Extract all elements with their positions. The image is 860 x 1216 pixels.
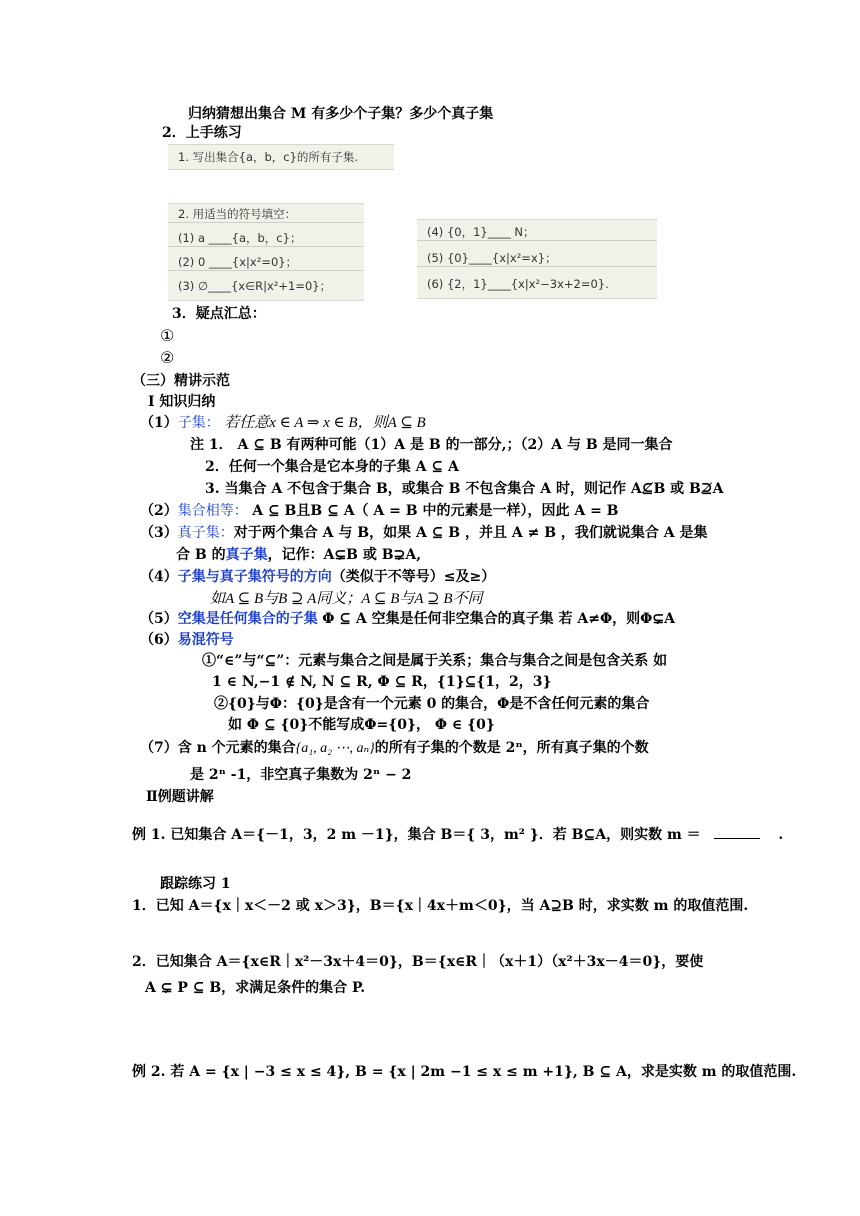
doubt-mark-1: ① [160,326,175,345]
exercise-image-2-item: (1) a ____{a，b，c}； [168,230,364,247]
example-2: 例 2. 若 A = {x | −3 ≤ x ≤ 4}, B = {x | 2m −1 ≤ x ≤ m +1}, B ⊆ A，求是实数 m 的取值范围. [132,1064,797,1080]
text-span: . [778,827,784,843]
problem-1: 1．已知 A＝{x｜x＜－2 或 x＞3}，B＝{x｜4x＋m＜0}，当 A⊇B 时，求实数 m 的取值范围. [132,898,749,914]
knowledge-item-5 [140,609,675,629]
item-number: （2） [140,503,178,519]
answer-blank[interactable] [714,824,760,839]
subset-definition: 若任意x ∈ A ⇒ x ∈ B，则A ⊆ B [224,415,426,431]
problem-2-line-1: 2．已知集合 A＝{x∈R｜x²－3x＋4＝0}，B＝{x∈R｜（x＋1）（x²＋3x－4＝0}，要使 [132,954,704,970]
guess-line: 归纳猜想出集合 M 有多少个子集？多少个真子集 [188,106,494,122]
knowledge-item-4 [140,567,495,587]
term-colon: ： [219,525,234,541]
example-1-text: 例 1. 已知集合 A＝{－1，3，2 m －1}，集合 B＝{ 3，m² }．若 B⊆A，则实数 m ＝ [132,827,701,843]
note-1: 注 1． A ⊆ B 有两种可能（1）A 是 B 的一部分,；（2）A 与 B 是同一集合 [190,437,673,453]
symbols-line-2: 1 ∈ N,−1 ∉ N, N ⊆ R, Φ ⊆ R，{1}⊆{1，2，3} [212,674,552,690]
subset-count-line-2: 是 2ⁿ -1，非空真子集数为 2ⁿ − 2 [190,767,412,783]
knowledge-item-3 [140,523,708,543]
exercise-image-3-item: (6) {2，1}____{x|x²−3x+2=0}. [427,277,609,291]
item-number: （1） [140,415,178,431]
item-number: （4） [140,569,178,585]
direction-example: 如A ⊆ B与B ⊇ A同义；A ⊆ B与A ⊇ B不同 [210,591,483,607]
equality-definition: A ⊆ B且B ⊆ A（ A = B 中的元素是一样），因此 A = B [252,503,619,519]
exercise-image-1 [168,144,394,170]
symbols-line-4: 如 Φ ⊆ {0}不能写成Φ={0}， Φ ∈ {0} [228,717,495,733]
knowledge-item-2 [140,501,619,521]
exercise-image-2-item: (2) 0 ____{x|x²=0}； [168,254,364,271]
text-span: （7）含 n 个元素的集合 [140,740,296,756]
knowledge-item-7 [140,738,649,759]
term-subset: 子集 [177,415,206,431]
hands-on-title: 2．上手练习 [162,125,242,141]
item-number: （3） [140,525,178,541]
term-colon: ： [233,503,248,519]
subsection-knowledge: Ⅰ 知识归纳 [148,394,216,410]
symbols-line-3: ②{0}与Φ：{0}是含有一个元素 0 的集合，Φ是不含任何元素的集合 [214,696,650,712]
set-notation: {a₁, a₂ ⋯, aₙ} [295,741,375,756]
exercise-image-3-item: (4) {0，1}____ N； [417,224,657,241]
doubts-title: 3．疑点汇总： [172,306,266,322]
exercise-image-3-item: (5) {0}____{x|x²=x}； [417,250,657,267]
term-empty-set: 空集是任何集合的子集 [177,611,318,627]
proper-subset-def-line1: 对于两个集合 A 与 B，如果 A ⊆ B ，并且 A ≠ B ，我们就说集合 A 是集 [233,525,708,541]
item-number: （5） [140,611,178,627]
symbols-line-1: ①“∈”与“⊆”：元素与集合之间是属于关系；集合与集合之间是包含关系 如 [202,653,668,669]
subsection-examples: Ⅱ例题讲解 [146,789,214,805]
doubt-mark-2: ② [160,348,175,367]
term-confusing-symbols: 易混符号 [177,632,234,648]
knowledge-item-6 [140,630,234,650]
term-direction: 子集与真子集符号的方向 [177,569,332,585]
knowledge-item-1 [140,413,426,433]
term-set-equality: 集合相等 [177,503,234,519]
item-number: （6） [140,632,178,648]
exercise-image-3 [417,219,657,299]
note-2: 2．任何一个集合是它本身的子集 A ⊆ A [205,459,459,475]
example-1 [132,824,783,845]
exercise-image-2-title: 2. 用适当的符号填空： [168,206,364,223]
proper-subset-def-line2 [176,545,421,565]
text-span: ，记作：A⊊B 或 B⊋A, [267,547,422,563]
empty-set-note: Φ ⊆ A 空集是任何非空集合的真子集 若 A≠Φ，则Φ⊊A [322,611,675,627]
exercise-image-2-item: (3) ∅____{x∈R|x²+1=0}； [178,279,332,293]
term-proper-subset-inline: 真子集 [225,547,268,563]
text-span: 的所有子集的个数是 2ⁿ，所有真子集的个数 [374,740,649,756]
exercise-image-1-text: 1. 写出集合{a，b，c}的所有子集. [178,150,359,164]
section-title: （三）精讲示范 [132,373,230,389]
term-colon: ： [205,415,220,431]
direction-note: （类似于不等号）≤及≥） [331,569,496,585]
note-3: 3. 当集合 A 不包含于集合 B，或集合 B 不包含集合 A 时，则记作 A⊈B 或 B⊉A [205,481,724,497]
text-span: 合 B 的 [176,547,226,563]
term-proper-subset: 真子集 [177,525,220,541]
problem-2-line-2: A ⊊ P ⊆ B，求满足条件的集合 P. [145,980,366,996]
exercise-image-2 [168,203,364,301]
follow-up-title: 跟踪练习 1 [160,876,231,892]
